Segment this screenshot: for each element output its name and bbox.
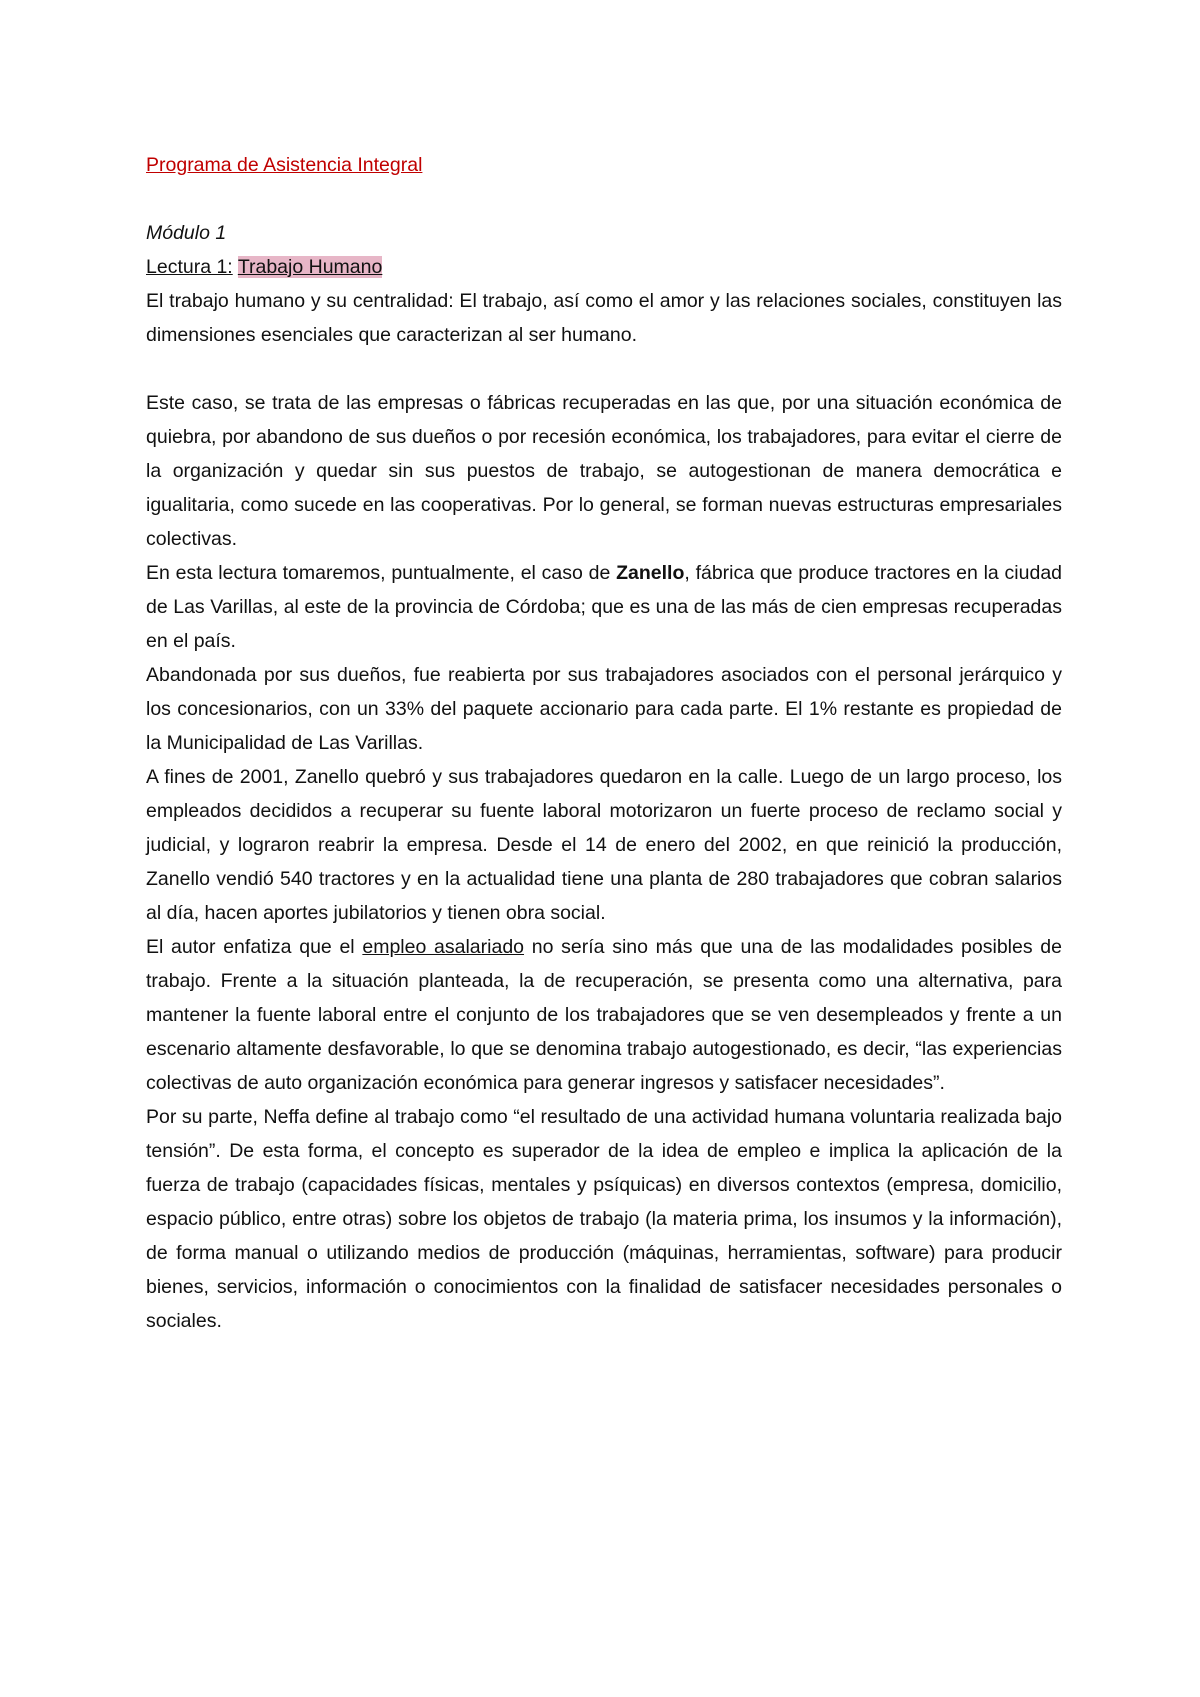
paragraph-abandoned: Abandonada por sus dueños, fue reabierta por sus trabajadores asociados con el personal jerárquico y los concesionarios, con un 33% del paquete accionario para cada parte. El 1% restante es propiedad de la Municipalidad de Las Varillas. bbox=[146, 664, 1062, 754]
reading-heading bbox=[146, 250, 1062, 284]
empleo-asalariado-underline: empleo asalariado bbox=[362, 936, 525, 958]
paragraph-author-start: El autor enfatiza que el bbox=[146, 936, 363, 958]
module-label: Módulo 1 bbox=[146, 222, 227, 244]
paragraph-zanello bbox=[146, 556, 1062, 658]
paragraph-neffa: Por su parte, Neffa define al trabajo como “el resultado de una actividad humana voluntaria realizada bajo tensión”. De esta forma, el concepto es superador de la idea de empleo e implica la aplicación de la fuerza de trabajo (capacidades físicas, mentales y psíquicas) en diversos contextos (empresa, domicilio, espacio público, entre otras) sobre los objetos de trabajo (la materia prima, los insumos y la información), de forma manual o utilizando medios de producción (máquinas, herramientas, software) para producir bienes, servicios, información o conocimientos con la finalidad de satisfacer necesidades personales o sociales. bbox=[146, 1106, 1062, 1332]
spacer bbox=[146, 352, 1062, 386]
paragraph-author bbox=[146, 930, 1062, 1100]
paragraph-case: Este caso, se trata de las empresas o fábricas recuperadas en las que, por una situación económica de quiebra, por abandono de sus dueños o por recesión económica, los trabajadores, para evitar el cierre de la organización y quedar sin sus puestos de trabajo, se autogestionan de manera democrática e igualitaria, como sucede en las cooperativas. Por lo general, se forman nuevas estructuras empresariales colectivas. bbox=[146, 392, 1062, 550]
spacer bbox=[146, 182, 1062, 216]
zanello-bold: Zanello bbox=[616, 562, 685, 584]
paragraph-zanello-end: , fábrica que produce tractores en la ciudad de Las Varillas, al este de la provincia de Córdoba; que es una de las más de cien empresas recuperadas en el país. bbox=[146, 562, 1063, 652]
document-page bbox=[146, 148, 1062, 1338]
paragraph-intro: El trabajo humano y su centralidad: El trabajo, así como el amor y las relaciones sociales, constituyen las dimensiones esenciales que caracterizan al ser humano. bbox=[146, 290, 1062, 346]
document-title: Programa de Asistencia Integral bbox=[146, 154, 423, 176]
paragraph-zanello-start: En esta lectura tomaremos, puntualmente, el caso de bbox=[146, 562, 617, 584]
reading-prefix: Lectura 1: bbox=[146, 256, 233, 278]
paragraph-author-end: no sería sino más que una de las modalidades posibles de trabajo. Frente a la situación planteada, la de recuperación, se presenta como una alternativa, para mantener la fuente laboral entre el conjunto de los trabajadores que se ven desempleados y frente a un escenario altamente desfavorable, lo que se denomina trabajo autogestionado, es decir, “las experiencias colectivas de auto organización económica para generar ingresos y satisfacer necesidades”. bbox=[146, 936, 1062, 1094]
reading-title: Trabajo Humano bbox=[237, 256, 383, 278]
paragraph-history: A fines de 2001, Zanello quebró y sus trabajadores quedaron en la calle. Luego de un largo proceso, los empleados decididos a recuperar su fuente laboral motorizaron un fuerte proceso de reclamo social y judicial, y lograron reabrir la empresa. Desde el 14 de enero del 2002, en que reinició la producción, Zanello vendió 540 tractores y en la actualidad tiene una planta de 280 trabajadores que cobran salarios al día, hacen aportes jubilatorios y tienen obra social. bbox=[146, 766, 1062, 924]
